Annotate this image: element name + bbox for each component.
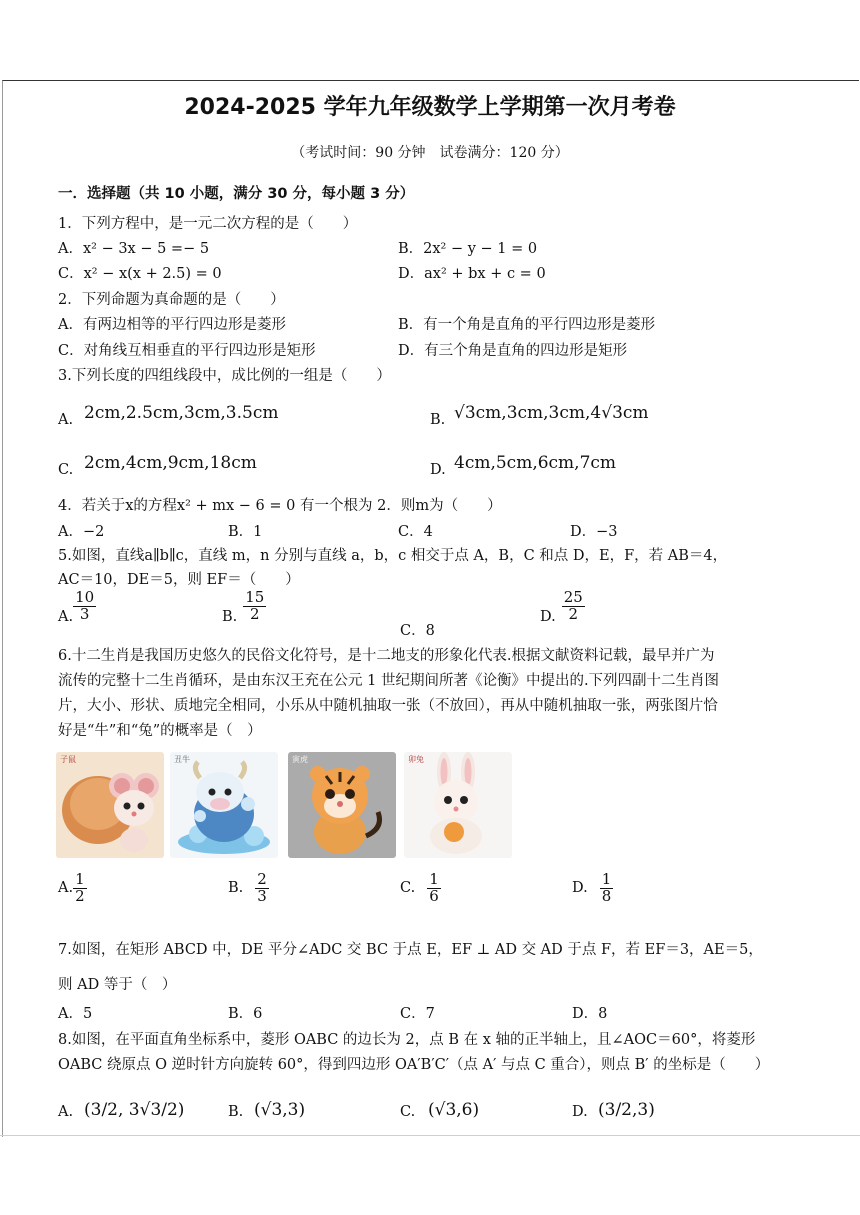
rat-caption: 子鼠 xyxy=(60,755,76,764)
q5-option-d xyxy=(540,590,585,623)
q5-fraction-d xyxy=(562,590,585,623)
rat-illustration xyxy=(56,752,164,858)
q7-option-a: A．5 xyxy=(58,1006,93,1022)
tiger-illustration xyxy=(288,752,396,858)
q2-option-d: D．有三个角是直角的四边形是矩形 xyxy=(398,343,628,359)
zodiac-ox-image xyxy=(170,752,278,858)
q8-option-c: (√3,6) xyxy=(428,1100,480,1120)
q6-fraction-d xyxy=(600,872,614,905)
numerator: 25 xyxy=(563,588,583,606)
q8-label-a: A. xyxy=(58,1104,74,1120)
q6-label-b: B. xyxy=(228,880,244,897)
q6-label-a: A. xyxy=(58,880,74,897)
q3-option-d: 4cm,5cm,6cm,7cm xyxy=(454,453,617,473)
exam-info: （考试时间：90 分钟 试卷满分：120 分） xyxy=(291,145,569,161)
numerator: 10 xyxy=(75,588,95,606)
q8-option-d: (3/2,3) xyxy=(598,1100,655,1120)
q1-option-c: C．x² − x(x + 2.5) = 0 xyxy=(58,266,222,282)
q2-option-b: B．有一个角是直角的平行四边形是菱形 xyxy=(398,317,656,333)
q6-stem-line4: 好是“牛”和“兔”的概率是（ ） xyxy=(58,723,262,739)
denominator: 6 xyxy=(429,886,439,905)
q4-option-b: B．1 xyxy=(228,524,263,540)
zodiac-tiger-image xyxy=(288,752,396,858)
q7-stem-line2: 则 AD 等于（ ） xyxy=(58,977,177,993)
zodiac-rabbit-image xyxy=(404,752,512,858)
q1-stem: 1．下列方程中，是一元二次方程的是（ ） xyxy=(58,216,358,232)
rabbit-caption: 卯兔 xyxy=(408,755,424,764)
q6-stem-line1: 6.十二生肖是我国历史悠久的民俗文化符号，是十二地支的形象化代表.根据文献资料记载，最早并广为 xyxy=(58,648,715,664)
q6-option-d xyxy=(572,872,613,905)
q6-fraction-b xyxy=(255,872,269,905)
q6-stem-line2: 流传的完整十二生肖循环，是由东汉王充在公元 1 世纪期间所著《论衡》中提出的.下列四副十二生肖图 xyxy=(58,673,720,689)
q3-label-b: B. xyxy=(430,412,446,428)
q3-stem: 3.下列长度的四组线段中，成比例的一组是（ ） xyxy=(58,368,391,384)
q6-stem-line3: 片，大小、形状、质地完全相同，小乐从中随机抽取一张（不放回），再从中随机抽取一张，两张图片恰 xyxy=(58,698,718,714)
q8-option-a: (3/2, 3√3/2) xyxy=(84,1100,185,1120)
q2-option-a: A．有两边相等的平行四边形是菱形 xyxy=(58,317,286,333)
q5-stem-line1: 5.如图，直线a∥b∥c，直线 m，n 分别与直线 a，b，c 相交于点 A，B，C 和点 D，E，F，若 AB＝4， xyxy=(58,548,728,564)
q5-label-b: B. xyxy=(222,608,238,625)
q1-option-d: D．ax² + bx + c = 0 xyxy=(398,266,546,282)
q5-option-c: C．8 xyxy=(400,623,435,639)
q2-option-c: C．对角线互相垂直的平行四边形是矩形 xyxy=(58,343,316,359)
q3-label-a: A. xyxy=(58,412,74,428)
q8-stem-line2: OABC 绕原点 O 逆时针方向旋转 60°，得到四边形 OA′B′C′（点 A′ 与点 C 重合），则点 B′ 的坐标是（ ） xyxy=(58,1057,770,1073)
numerator: 15 xyxy=(245,588,265,606)
denominator: 3 xyxy=(79,604,90,623)
q3-option-b: √3cm,3cm,3cm,4√3cm xyxy=(454,403,649,423)
q8-option-b: (√3,3) xyxy=(254,1100,306,1120)
q6-option-c xyxy=(400,872,441,905)
denominator: 2 xyxy=(75,886,85,905)
q3-option-c: 2cm,4cm,9cm,18cm xyxy=(84,453,257,473)
q6-fraction-a xyxy=(73,872,87,905)
numerator: 1 xyxy=(601,870,612,888)
q1-option-a: A．x² − 3x − 5 =− 5 xyxy=(58,241,210,257)
q6-option-b xyxy=(228,872,269,905)
q3-option-a: 2cm,2.5cm,3cm,3.5cm xyxy=(84,403,279,423)
numerator: 1 xyxy=(75,870,85,888)
q5-stem-line2: AC＝10，DE＝5，则 EF＝（ ） xyxy=(58,572,300,588)
rabbit-illustration xyxy=(404,752,512,858)
q5-label-a: A. xyxy=(58,608,74,625)
denominator: 8 xyxy=(601,886,612,905)
q7-option-c: C．7 xyxy=(400,1006,435,1022)
q5-option-b xyxy=(222,590,266,623)
q7-stem-line1: 7.如图，在矩形 ABCD 中，DE 平分∠ADC 交 BC 于点 E，EF ⊥ AD 交 AD 于点 F，若 EF＝3，AE＝5， xyxy=(58,942,763,958)
q7-option-d: D．8 xyxy=(572,1006,608,1022)
q6-fraction-c xyxy=(427,872,441,905)
q5-option-a xyxy=(58,590,96,623)
q8-stem-line1: 8.如图，在平面直角坐标系中，菱形 OABC 的边长为 2，点 B 在 x 轴的正半轴上，且∠AOC＝60°，将菱形 xyxy=(58,1032,756,1048)
q7-option-b: B．6 xyxy=(228,1006,263,1022)
q6-label-c: C. xyxy=(400,880,416,897)
q5-fraction-b xyxy=(243,590,266,623)
denominator: 2 xyxy=(250,604,260,623)
q3-label-d: D. xyxy=(430,462,446,478)
numerator: 1 xyxy=(429,870,439,888)
q6-option-a xyxy=(58,872,87,905)
q4-stem: 4．若关于x的方程x² + mx − 6 = 0 有一个根为 2．则m为（ ） xyxy=(58,498,502,514)
q4-option-d: D．−3 xyxy=(570,524,618,540)
q2-stem: 2．下列命题为真命题的是（ ） xyxy=(58,292,285,308)
q1-option-b: B．2x² − y − 1 = 0 xyxy=(398,241,538,257)
zodiac-rat-image xyxy=(56,752,164,858)
q3-label-c: C. xyxy=(58,462,74,478)
q6-label-d: D. xyxy=(572,880,588,897)
q5-label-d: D. xyxy=(540,608,556,625)
numerator: 2 xyxy=(257,870,267,888)
denominator: 2 xyxy=(568,604,579,623)
ox-illustration xyxy=(170,752,278,858)
tiger-caption: 寅虎 xyxy=(292,755,308,764)
q4-option-a: A．−2 xyxy=(58,524,105,540)
q5-fraction-a xyxy=(73,590,96,623)
page-title: 2024-2025 学年九年级数学上学期第一次月考卷 xyxy=(184,95,676,120)
denominator: 3 xyxy=(257,886,267,905)
q8-label-b: B. xyxy=(228,1104,244,1120)
q4-option-c: C．4 xyxy=(398,524,433,540)
q8-label-c: C. xyxy=(400,1104,416,1120)
ox-caption: 丑牛 xyxy=(174,755,190,764)
page-bottom-divider xyxy=(0,1135,860,1136)
section-heading: 一．选择题（共 10 小题，满分 30 分，每小题 3 分） xyxy=(58,186,415,202)
q8-label-d: D. xyxy=(572,1104,588,1120)
